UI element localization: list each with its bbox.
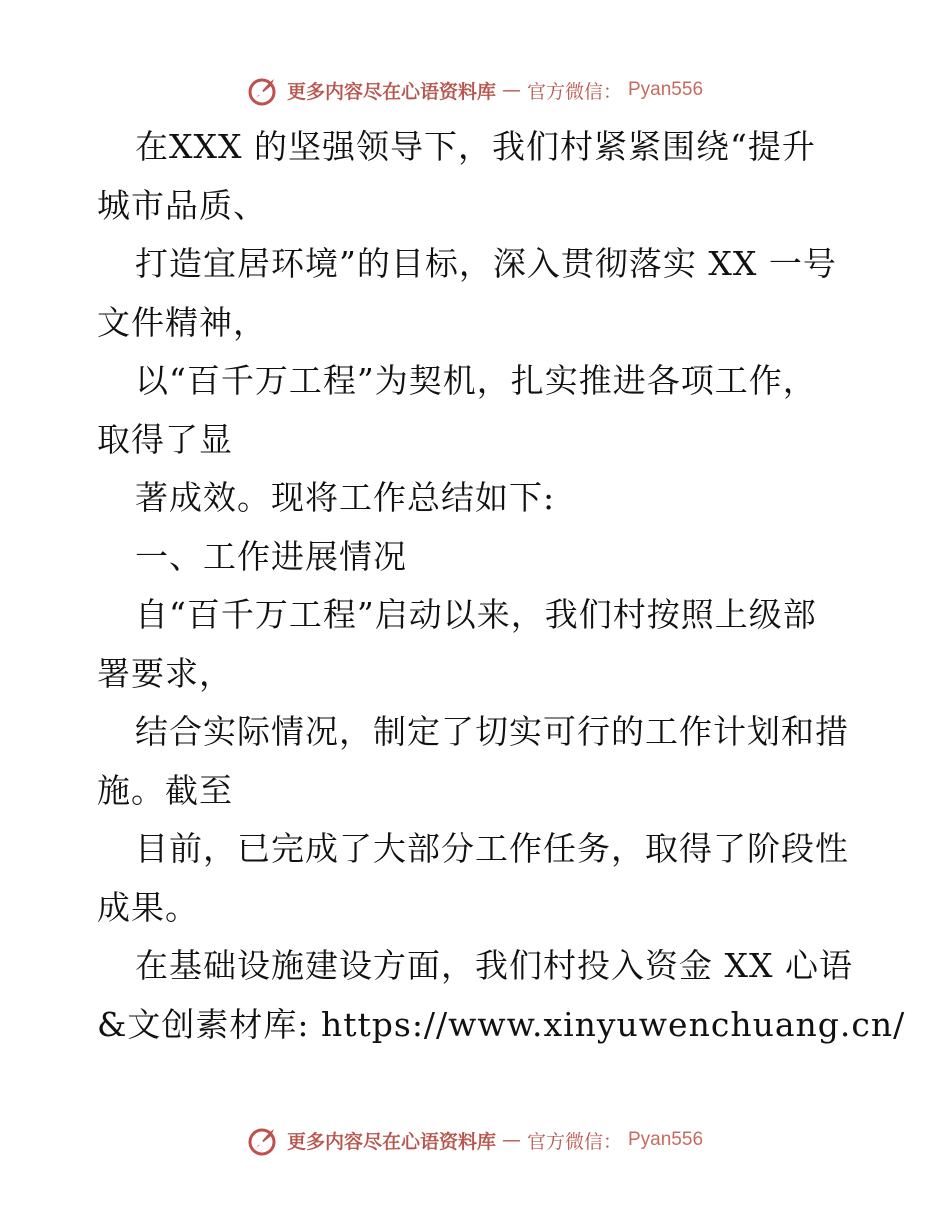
paragraph-line: 自“百千万工程”启动以来，我们村按照上级部 (135, 595, 817, 634)
pen-nib-logo-icon (247, 1123, 281, 1157)
source-url-line: &文创素材库: https://www.xinyuwenchuang.cn/ (97, 1004, 906, 1044)
watermark-header (0, 70, 950, 110)
paragraph-line: 结合实际情况，制定了切实可行的工作计划和措 (135, 712, 849, 751)
watermark-wechat-id: Pyan556 (628, 1129, 704, 1150)
paragraph-line: 著成效。现将工作总结如下: (135, 478, 556, 517)
pen-nib-logo-icon (247, 73, 281, 107)
section-heading: 一、工作进展情况 (135, 536, 407, 576)
paragraph-line: 署要求， (97, 653, 233, 693)
watermark-main-text: 更多内容尽在心语资料库 (286, 1130, 496, 1153)
paragraph-line: 取得了显 (97, 419, 233, 459)
watermark-separator: — (501, 1129, 521, 1151)
watermark-separator: — (501, 79, 521, 101)
watermark-main-text: 更多内容尽在心语资料库 (286, 80, 496, 103)
paragraph-line: 施。截至 (97, 770, 233, 810)
watermark-wechat-label: 官方微信： (526, 1130, 622, 1153)
document-body (97, 118, 906, 1054)
paragraph-line: 城市品质、 (97, 185, 267, 225)
watermark-wechat-id: Pyan556 (628, 79, 704, 100)
paragraph-line: 在基础设施建设方面，我们村投入资金 XX 心语 (135, 946, 853, 985)
paragraph-line: 文件精神， (97, 302, 267, 342)
watermark-wechat-label: 官方微信： (526, 80, 622, 103)
paragraph-line: 以“百千万工程”为契机，扎实推进各项工作， (135, 361, 817, 400)
paragraph-line: 目前，已完成了大部分工作任务，取得了阶段性 (135, 829, 849, 868)
watermark-footer (0, 1120, 950, 1160)
paragraph-line: 打造宜居环境”的目标，深入贯彻落实 XX 一号 (135, 244, 837, 283)
paragraph-line: 成果。 (97, 887, 199, 927)
paragraph-line: 在XXX 的坚强领导下，我们村紧紧围绕“提升 (135, 127, 816, 166)
